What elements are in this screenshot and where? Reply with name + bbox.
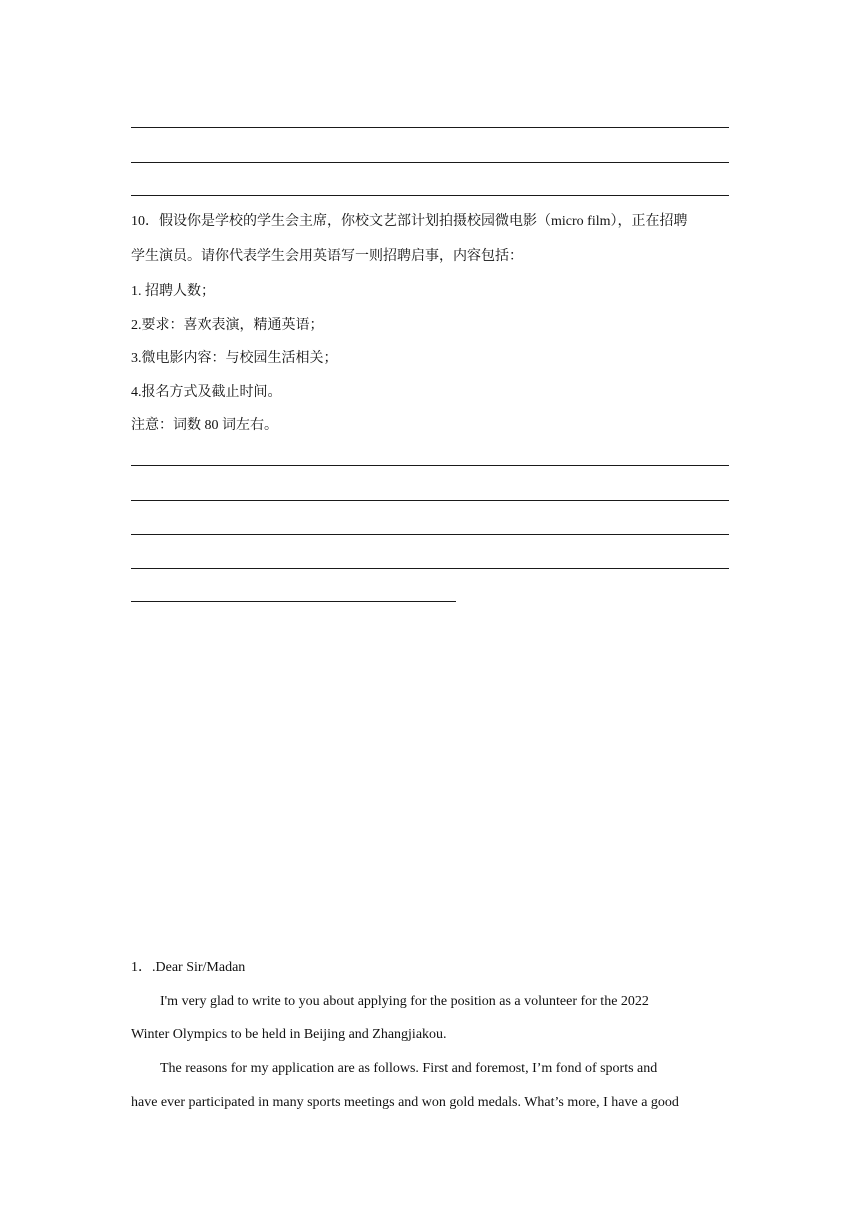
answer-line [131,195,729,196]
question-note: 注意：词数 80 词左右。 [131,418,278,433]
answer-line [131,465,729,466]
answer-paragraph-1-line1: I'm very glad to write to you about applying for the position as a volunteer for the 2022 [160,994,649,1009]
answer-paragraph-1-line2: Winter Olympics to be held in Beijing and Zhangjiakou. [131,1027,447,1042]
question-item-3: 3.微电影内容：与校园生活相关； [131,351,338,366]
answer-line [131,500,729,501]
question-item-4: 4.报名方式及截止时间。 [131,385,282,400]
question-10-prompt-line2: 学生演员。请你代表学生会用英语写一则招聘启事，内容包括： [131,249,523,264]
answer-line [131,568,729,569]
answer-line [131,127,729,128]
question-prompt-text: 假设你是学校的学生会主席，你校文艺部计划拍摄校园微电影（micro film），正在招聘 [159,214,688,229]
answer-paragraph-2-line1: The reasons for my application are as follows. First and foremost, I’m fond of sports and [160,1061,658,1076]
question-10-prompt-line1 [131,212,687,232]
answer-line [131,601,456,602]
question-item-2: 2.要求：喜欢表演，精通英语； [131,318,324,333]
question-item-1: 1. 招聘人数； [131,284,215,299]
answer-paragraph-2-line2: have ever participated in many sports meetings and won gold medals. What’s more, I have a good [131,1095,679,1110]
answer-line [131,162,729,163]
question-number: 10． [131,214,159,229]
answer-heading: 1．.Dear Sir/Madan [131,960,246,975]
answer-line [131,534,729,535]
